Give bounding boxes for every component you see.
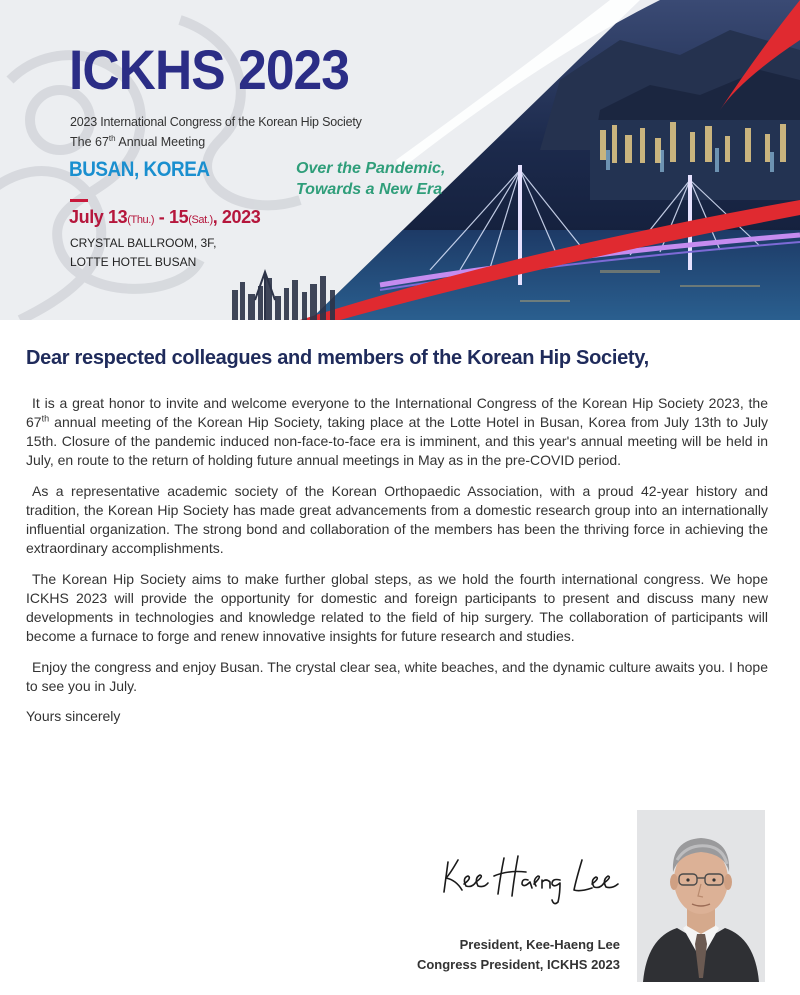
letter-paragraph-2: As a representative academic society of the Korean Orthopaedic Association, with a proud 42-year history and tradition, the Korean Hip Society has made great advancements from a domestic research group into an internationally influential organization. The strong bond and collaboration of the members has been the thriving force in achieving the extraordinary accomplishments. [26, 483, 768, 556]
venue-line-2: LOTTE HOTEL BUSAN [70, 255, 197, 269]
slogan: Over the Pandemic, Towards a New Era [296, 160, 446, 198]
letter-paragraph-3: The Korean Hip Society aims to make further global steps, as we hold the fourth international congress. We hope ICKHS 2023 will provide the opportunity for domestic and foreign participants to present and discuss many new developments in technologies and knowledge related to the field of hip surgery. The collaboration of participants will become a furnace to forge and renew innovative insights for future research and studies. [26, 571, 768, 644]
annual-meeting-label: The 67th Annual Meeting [70, 134, 206, 150]
congress-date: July 13(Thu.) - 15(Sat.), 2023 [69, 207, 261, 227]
letter-paragraph-1: It is a great honor to invite and welcome everyone to the International Congress of the Korean Hip Society 2023, the 67th annual meeting of the Korean Hip Society, taking place at the Lotte Hotel in Busan, Korea from July 13th to July 15th. Closure of the pandemic induced non-face-to-face era is imminent, and this year's annual meeting will be held in July, en route to the return of holding future annual meetings in May as in the pre-COVID period. [26, 395, 768, 468]
letter-paragraph-4: Enjoy the congress and enjoy Busan. The crystal clear sea, white beaches, and the dynamic culture awaits you. I hope to see you in July. [26, 659, 768, 694]
city-label: BUSAN, KOREA [69, 158, 210, 181]
letter-greeting: Dear respected colleagues and members of the Korean Hip Society, [26, 347, 649, 369]
welcome-letter [26, 347, 768, 724]
portrait-photo [637, 810, 765, 982]
letter-closing: Yours sincerely [26, 708, 121, 724]
header-banner [0, 0, 800, 320]
venue-line-1: CRYSTAL BALLROOM, 3F, [70, 236, 217, 250]
president-portrait [637, 810, 765, 982]
president-title: Congress President, ICKHS 2023 [416, 957, 620, 972]
congress-title: ICKHS 2023 [69, 38, 350, 101]
handwritten-signature [442, 850, 627, 910]
date-divider [70, 199, 88, 202]
president-name: President, Kee-Haeng Lee [459, 937, 620, 952]
congress-subtitle: 2023 International Congress of the Korean Hip Society [70, 115, 362, 129]
